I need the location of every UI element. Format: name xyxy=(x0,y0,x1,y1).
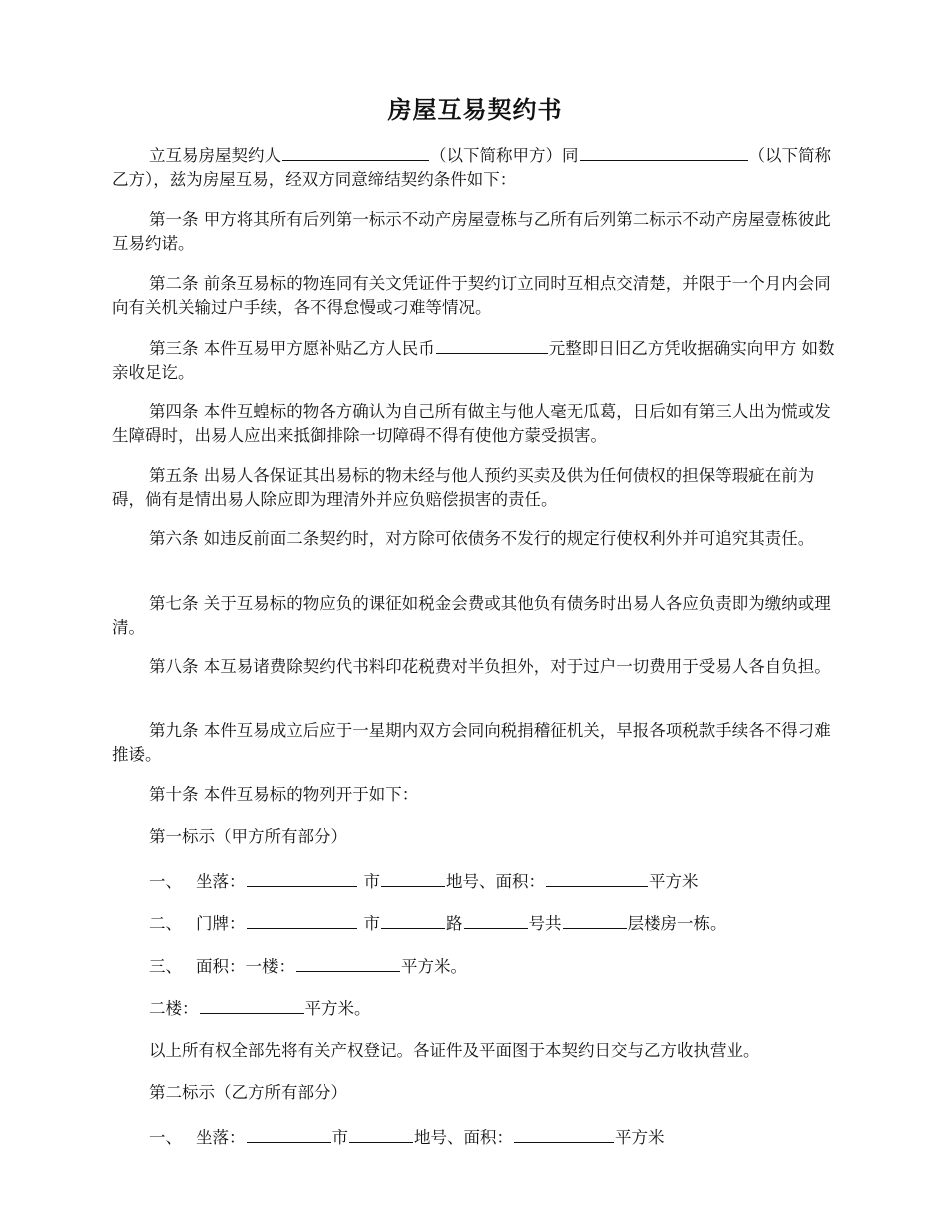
floor-count-blank[interactable] xyxy=(563,911,627,929)
article-10: 第十条 本件互易标的物列开于如下： xyxy=(149,785,419,804)
mark-1-floor1-line: 三、 面积：一楼： 平方米。 xyxy=(149,954,873,979)
party-a-blank[interactable] xyxy=(282,143,429,161)
location-blank[interactable] xyxy=(247,869,357,887)
mark-2-area-blank[interactable] xyxy=(514,1125,614,1143)
article-9: 第九条 本件互易成立后应于一星期内双方会同向税捐稽征机关，早报各项税款手续各不得刁难推诿。 xyxy=(112,721,831,764)
mark-2-heading: 第二标示（乙方所有部分） xyxy=(149,1083,347,1102)
article-7: 第七条 关于互易标的物应负的课征如税金会费或其他负有债务时出易人各应负责即为缴纳或理清。 xyxy=(112,594,831,637)
floor2-area-blank[interactable] xyxy=(200,996,304,1014)
mark-1-heading: 第一标示（甲方所有部分） xyxy=(149,827,347,846)
article-4: 第四条 本件互蝗标的物各方确认为自己所有做主与他人毫无瓜葛，日后如有第三人出为慌或发生障碍时，出易人应出来抵御排除一切障碍不得有使他方蒙受损害。 xyxy=(112,402,831,445)
subsidy-amount-blank[interactable] xyxy=(436,336,548,354)
party-b-blank[interactable] xyxy=(580,143,748,161)
mark-2-lot-number-blank[interactable] xyxy=(349,1125,413,1143)
document-title: 房屋互易契约书 xyxy=(387,96,563,124)
lot-number-blank[interactable] xyxy=(381,869,445,887)
mark-1-location-line: 一、 坐落： 市 地号、面积： 平方米 xyxy=(149,869,873,894)
article-8: 第八条 本互易诸费除契约代书料印花税费对半负担外，对于过户一切费用于受易人各自负担。 xyxy=(149,657,831,676)
intro-paragraph: 立互易房屋契约人 （以下简称甲方）同 （以下简称乙方），兹为房屋互易，经双方同意缔结契约条件如下： xyxy=(112,143,836,192)
mark-1-address-line: 二、 门牌： 市 路 号共 层楼房一栋。 xyxy=(149,911,873,936)
road-number-blank[interactable] xyxy=(464,911,528,929)
address-blank[interactable] xyxy=(247,911,357,929)
district-blank[interactable] xyxy=(381,911,445,929)
floor1-area-blank[interactable] xyxy=(296,954,400,972)
article-6: 第六条 如违反前面二条契约时，对方除可依债务不发行的规定行使权利外并可追究其责任。 xyxy=(149,529,815,548)
area-blank[interactable] xyxy=(546,869,648,887)
article-1: 第一条 甲方将其所有后列第一标示不动产房屋壹栋与乙所有后列第二标示不动产房屋壹栋彼此互易约诺。 xyxy=(112,210,831,253)
mark-2-location-blank[interactable] xyxy=(247,1125,331,1143)
article-3: 第三条 本件互易甲方愿补贴乙方人民币 元整即日旧乙方凭收据确实向甲方 如数亲收足讫。 xyxy=(112,336,836,385)
mark-1-floor2-line: 二楼： 平方米。 xyxy=(149,996,873,1021)
article-5: 第五条 出易人各保证其出易标的物未经与他人预约买卖及供为任何债权的担保等瑕疵在前为碍，倘有是情出易人除应即为理清外并应负赔偿损害的责任。 xyxy=(112,466,815,509)
article-2: 第二条 前条互易标的物连同有关文凭证件于契约订立同时互相点交清楚，并限于一个月内会同向有关机关输过户手续，各不得怠慢或刁难等情况。 xyxy=(112,274,831,317)
mark-2-location-line: 一、 坐落： 市 地号、面积： 平方米 xyxy=(149,1125,873,1150)
mark-1-note: 以上所有权全部先将有关产权登记。各证件及平面图于本契约日交与乙方收执营业。 xyxy=(149,1041,760,1060)
